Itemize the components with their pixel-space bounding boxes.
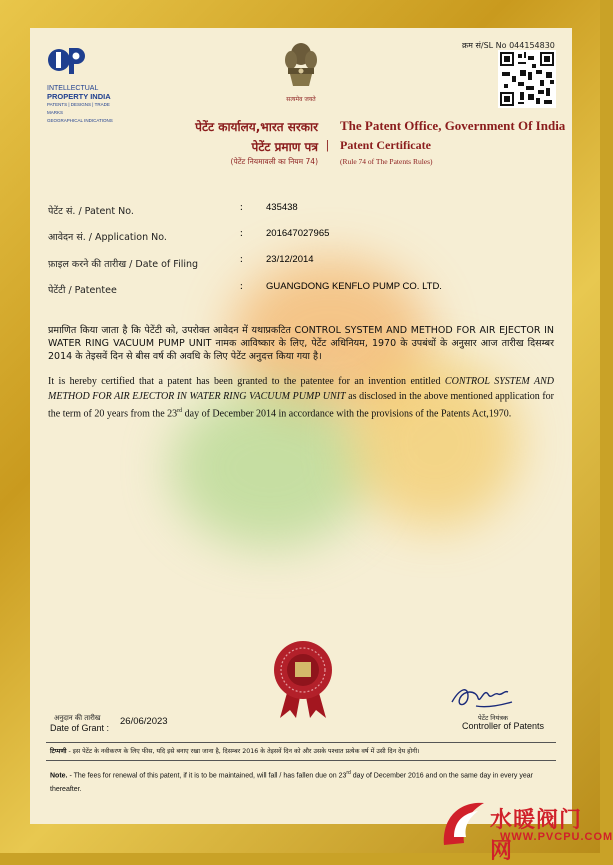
certification-ordinal-suffix: rd [177, 408, 183, 414]
note-hindi-label: टिप्पणी [50, 748, 67, 755]
certification-english-part1: It is hereby certified that a patent has been granted to the patentee for an invention entitled [48, 376, 441, 387]
office-title-hindi: पेटेंट कार्यालय,भारत सरकार [195, 120, 318, 134]
logo-line-1: INTELLECTUAL [47, 85, 99, 92]
note-english [50, 766, 550, 797]
note-hindi [50, 747, 556, 756]
certification-english-part3: day of December 2014 in accordance with the provisions of the Patents Act,1970. [184, 408, 512, 420]
certificate-title-english: Patent Certificate [340, 138, 431, 152]
title-divider: | [326, 137, 329, 152]
note-hindi-text: - इस पेटेंट के नवीकरण के लिए फीस, यदि इसे बनाए रखा जाना है, दिसम्बर 2016 के तेइसवें दिन को और उसके पश्चात प्रत्येक वर्ष में उसी दिन देय होगी। [68, 748, 420, 755]
grant-date-label: Date of Grant : [50, 723, 110, 733]
note-ordinal-suffix: rd [346, 770, 351, 776]
filing-date-label: फ़ाइल करने की तारीख / Date of Filing [48, 259, 199, 270]
ip-india-logo [47, 42, 127, 125]
note-divider [46, 742, 556, 743]
controller-label-english: Controller of Patents [462, 721, 545, 731]
patent-no-value: 435438 [266, 202, 298, 213]
grant-date-label-hindi: अनुदान की तारीख [54, 714, 101, 722]
controller-signature [446, 680, 522, 716]
qr-code-icon [498, 50, 556, 108]
certificate-title-hindi: पेटेंट प्रमाण पत्र [251, 140, 318, 154]
watermark-url: WWW.PVCPU.COM [500, 831, 613, 843]
note-english-part1: - The fees for renewal of this patent, if it is to be maintained, will fall / has fallen due on 23 [69, 772, 347, 780]
filing-date-value: 23/12/2014 [266, 254, 314, 265]
patentee-label: पेटेंटी / Patentee [48, 285, 117, 296]
serial-label: क्रम सं/SL No [462, 41, 507, 50]
grant-date-value: 26/06/2023 [120, 716, 168, 727]
qr-code [498, 50, 556, 108]
ip-logo-icon [47, 42, 87, 78]
application-no-value: 201647027965 [266, 228, 330, 239]
emblem-motto: सत्यमेव जयते [286, 96, 316, 103]
watermark-chinese: 水暖阀门网 [490, 807, 583, 863]
note-divider-2 [46, 760, 556, 761]
controller-label-hindi: पेटेंट नियंत्रक [478, 714, 508, 722]
certification-english [48, 374, 554, 421]
field-colon: : [240, 281, 243, 292]
signature-icon [446, 680, 522, 716]
site-watermark [440, 797, 613, 863]
certification-english-part2: as disclosed in the above mentioned application for the term of 20 years from the 23 [48, 391, 554, 420]
field-colon: : [240, 254, 243, 265]
serial-value: 044154830 [509, 41, 555, 50]
seal-ribbon-icon [268, 640, 338, 720]
watermark-logo-icon [440, 797, 488, 849]
office-title-english: The Patent Office, Government Of India [340, 118, 566, 133]
logo-line-4: GEOGRAPHICAL INDICATIONS [47, 118, 113, 123]
lion-capital-icon [279, 40, 323, 96]
logo-line-3: PATENTS | DESIGNS | TRADE MARKS [47, 102, 110, 115]
national-emblem [279, 40, 323, 106]
rule-english: (Rule 74 of The Patents Rules) [340, 157, 433, 166]
note-english-label: Note. [50, 772, 68, 780]
patentee-value: GUANGDONG KENFLO PUMP CO. LTD. [266, 281, 442, 292]
official-seal [268, 640, 338, 710]
rule-hindi: (पेटेंट नियमावली का नियम 74) [230, 157, 318, 166]
field-colon: : [240, 228, 243, 239]
application-no-label: आवेदन सं. / Application No. [48, 232, 167, 243]
note-english-part2: day of December 2016 and on the same day in every year thereafter. [50, 772, 533, 794]
logo-line-2: PROPERTY INDIA [47, 92, 111, 101]
invention-title: CONTROL SYSTEM AND METHOD FOR AIR EJECTOR IN WATER RING VACUUM PUMP UNIT [48, 376, 555, 402]
patent-no-label: पेटेंट सं. / Patent No. [48, 206, 134, 217]
field-colon: : [240, 202, 243, 213]
certification-hindi: प्रमाणित किया जाता है कि पेटेंटी को, उपरोक्त आवेदन में यथाप्रकटित CONTROL SYSTEM AND METHOD FOR AIR EJECTOR IN WATER RING VACUUM PUMP UNIT नामक आविष्कार के लिए, पेटेंट अधिनियम, 1970 के उपबंधों के अनुसार आज तारीख दिसम्बर 2014 के तेइसवें दिन से बीस वर्ष की अवधि के लिए पेटेंट अनुदत्त किया गया है। [48, 325, 554, 362]
